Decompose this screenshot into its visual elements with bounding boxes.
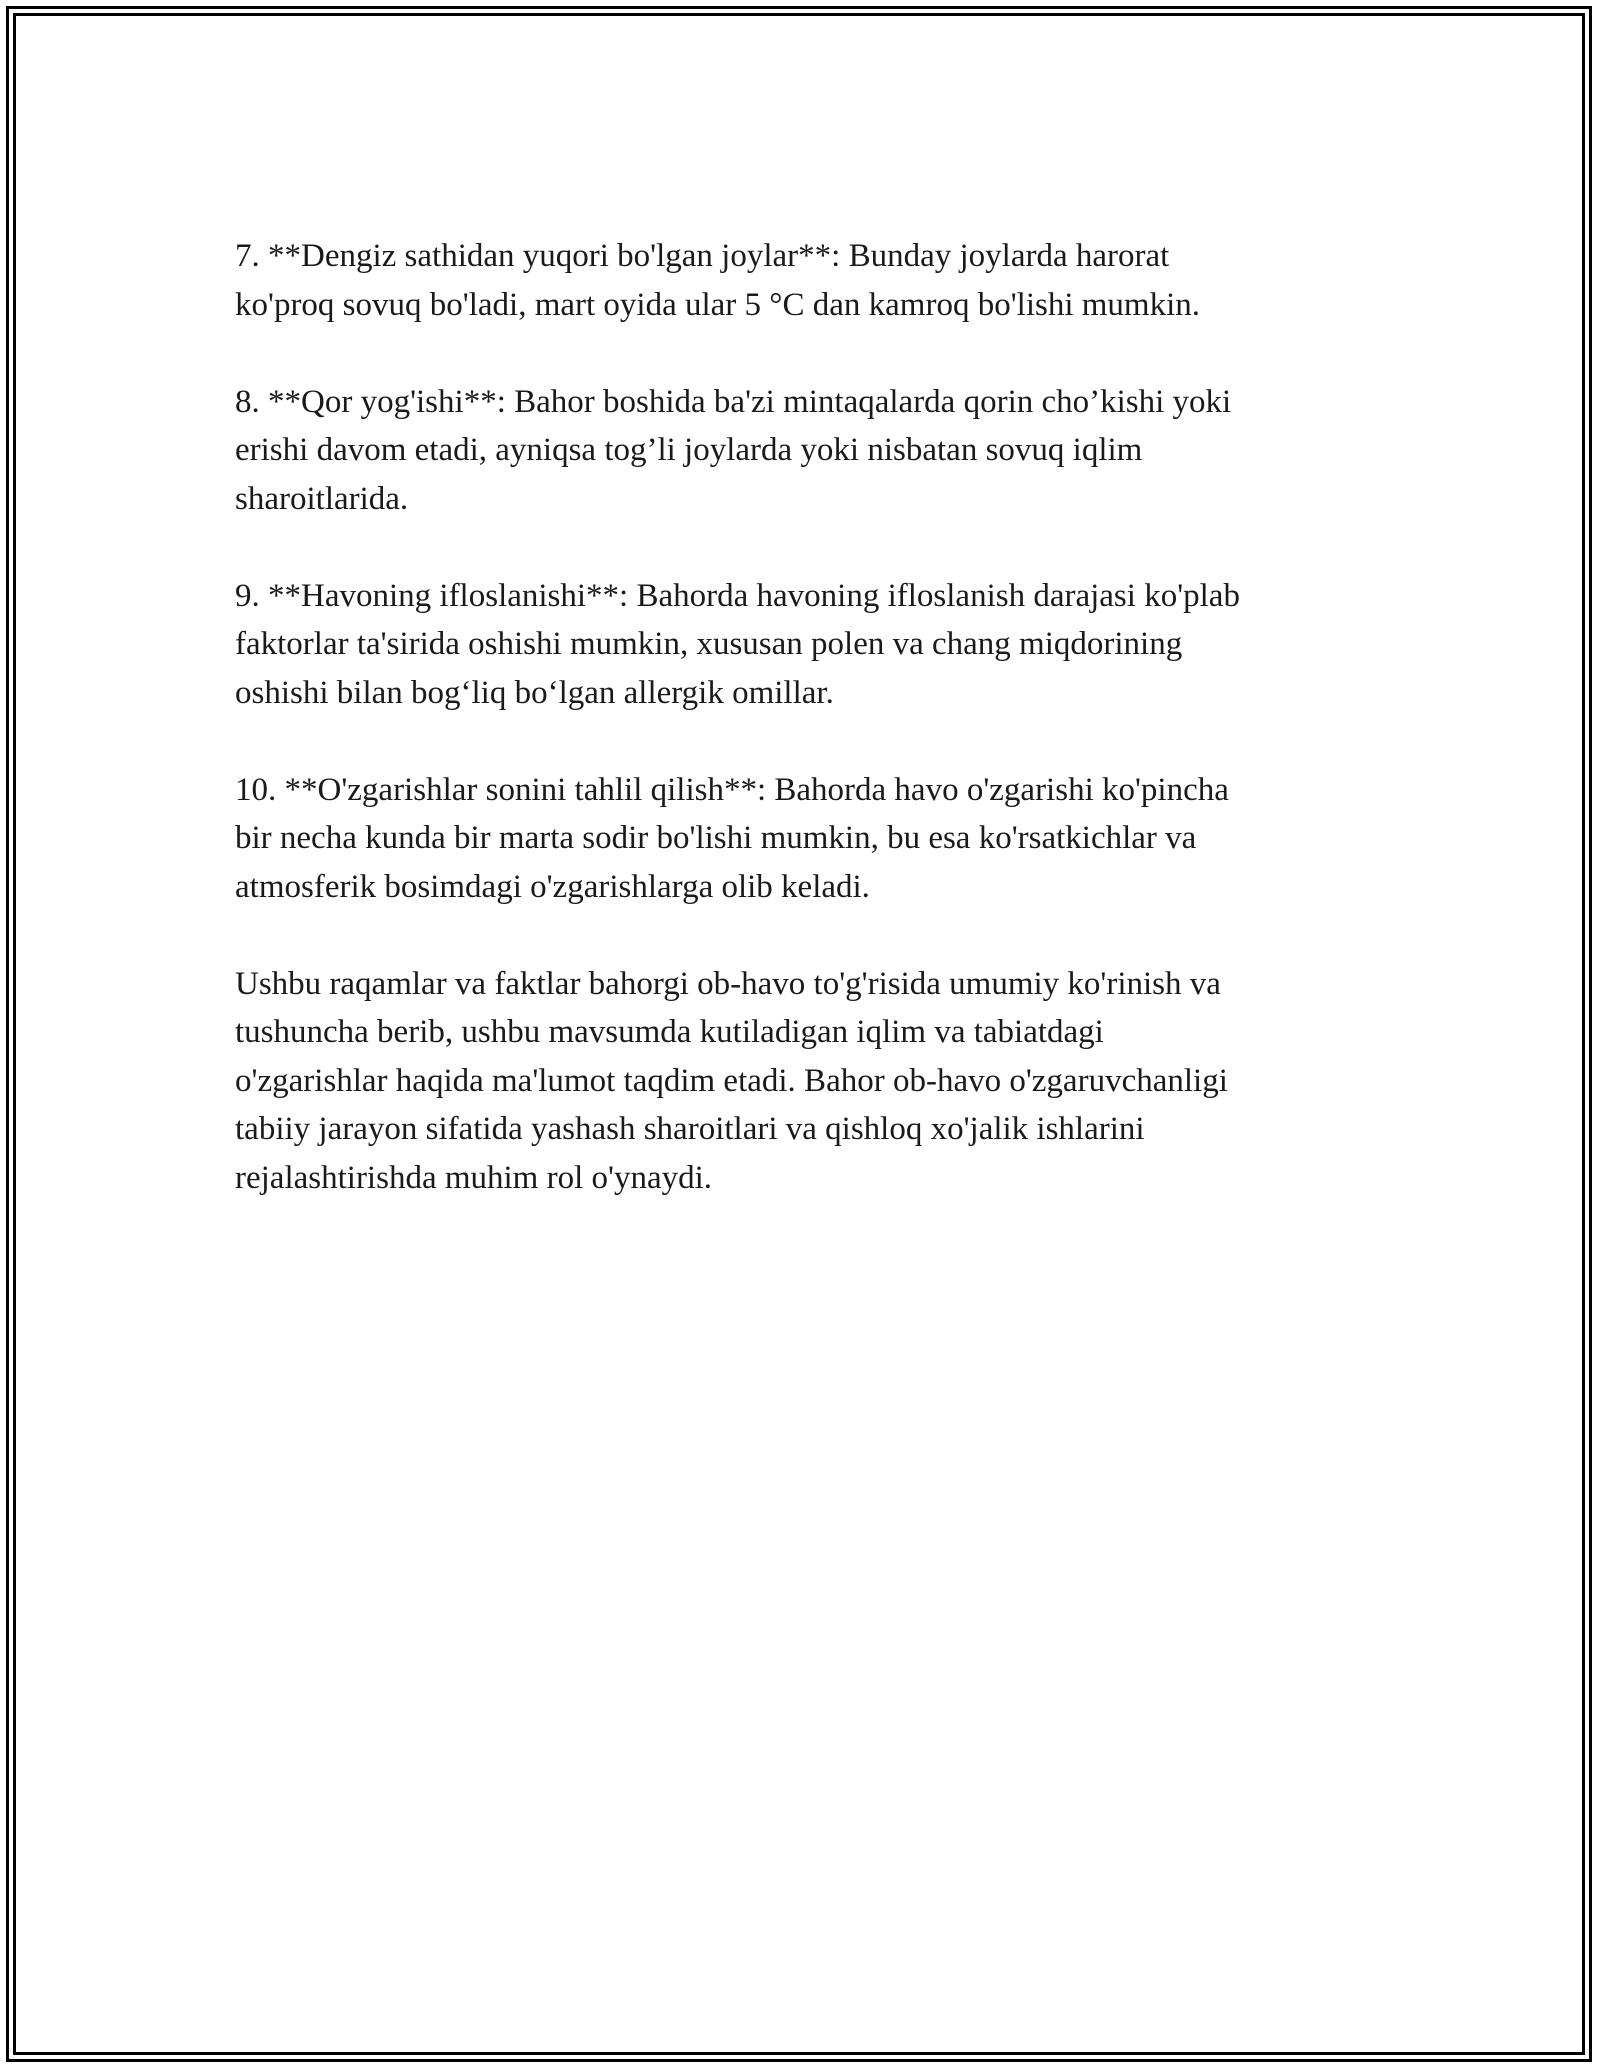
paragraph-item-9: 9. **Havoning ifloslanishi**: Bahorda havoning ifloslanish darajasi ko'plab faktorlar ta'sirida oshishi mumkin, xususan polen va chang miqdorining oshishi bilan bog‘liq bo‘lgan allergik omillar. (235, 577, 1240, 711)
document-body (235, 232, 1365, 1251)
paragraph-item-8: 8. **Qor yog'ishi**: Bahor boshida ba'zi mintaqalarda qorin cho’kishi yoki erishi davom etadi, ayniqsa tog’li joylarda yoki nisbatan sovuq iqlim sharoitlarida. (235, 383, 1232, 517)
paragraph-item-7: 7. **Dengiz sathidan yuqori bo'lgan joylar**: Bunday joylarda harorat ko'proq sovuq bo'ladi, mart oyida ular 5 °C dan kamroq bo'lishi mumkin. (235, 238, 1201, 323)
paragraph-item-10: 10. **O'zgarishlar sonini tahlil qilish**: Bahorda havo o'zgarishi ko'pincha bir necha kunda bir marta sodir bo'lishi mumkin, bu esa ko'rsatkichlar va atmosferik bosimdagi o'zgarishlarga olib keladi. (235, 771, 1229, 905)
paragraph-conclusion: Ushbu raqamlar va faktlar bahorgi ob-havo to'g'risida umumiy ko'rinish va tushuncha berib, ushbu mavsumda kutiladigan iqlim va tabiatdagi o'zgarishlar haqida ma'lumot taqdim etadi. Bahor ob-havo o'zgaruvchanligi tabiiy jarayon sifatida yashash sharoitlari va qishloq xo'jalik ishlarini rejalashtirishda muhim rol o'ynaydi. (235, 965, 1228, 1196)
